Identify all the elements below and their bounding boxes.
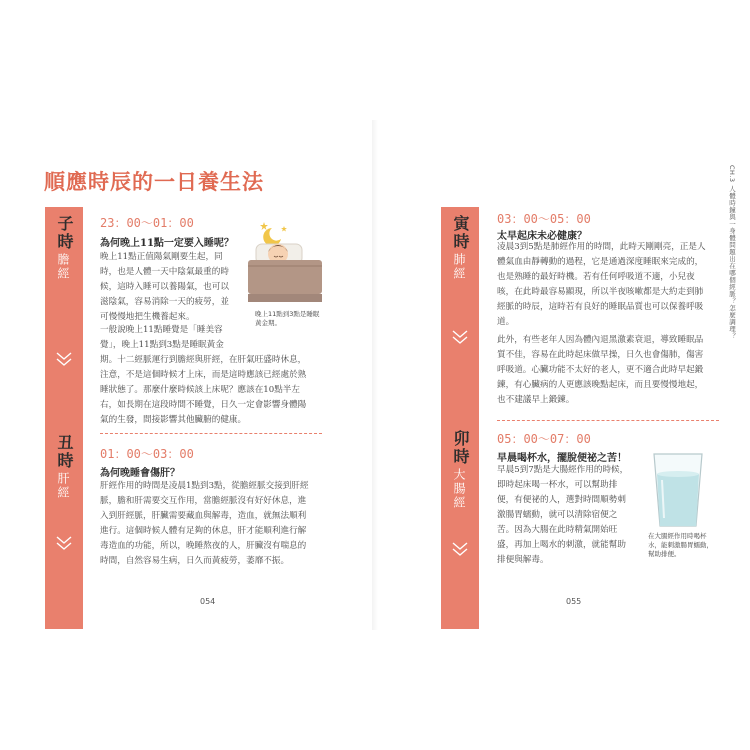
paragraph-mao bbox=[497, 463, 647, 568]
text-line: 也是熟睡的最好時機。若有任何呼吸道不適，小兒夜 bbox=[497, 272, 695, 282]
book-gutter-shadow bbox=[372, 120, 378, 630]
text-line: 晚上11點正值陽氣剛要生起，同 bbox=[100, 252, 223, 262]
paragraph-yin-1 bbox=[497, 240, 719, 330]
section-subtitle-zi: 為何晚上11點一定要入睡呢？ bbox=[100, 238, 234, 249]
text-line: 滋陰氣，容易消除一天的疲勞，並 bbox=[100, 297, 229, 307]
hour-label-chou: 丑時 bbox=[55, 434, 74, 470]
paragraph-chou bbox=[100, 479, 322, 569]
running-head: CH.3 人體時鐘與一身體問題出在哪個經脈？怎麼調理？ bbox=[728, 165, 736, 340]
hour-label-mao: 卯時 bbox=[451, 430, 470, 466]
text-line: 右，如長期在這段時間不睡覺，日久一定會影響身體陽 bbox=[100, 400, 307, 410]
text-line: 一般說晚上11點睡覺是「睡美容 bbox=[100, 325, 223, 335]
text-line: 進行。這個時候人體有足夠的休息，肝才能順利進行解 bbox=[100, 526, 307, 536]
text-line: 凌晨3到5點是肺經作用的時間，此時天剛剛亮，正是人 bbox=[497, 242, 706, 252]
time-range-zi: 23：00〜01：00 bbox=[100, 216, 194, 230]
page-title: 順應時辰的一日養生法 bbox=[44, 169, 264, 194]
time-range-chou: 01：00〜03：00 bbox=[100, 447, 194, 461]
text-line: 道。 bbox=[497, 317, 515, 327]
hour-label-zi: 子時 bbox=[55, 215, 74, 251]
text-line: 時，也是人體一天中陰氣最重的時 bbox=[100, 267, 229, 277]
text-line: 便，有便祕的人，選對時間順勢刺 bbox=[497, 495, 626, 505]
text-line: 時間，自然容易生病，日久而黃疲勞，萎靡不振。 bbox=[100, 556, 290, 566]
page-number-right: 055 bbox=[566, 597, 582, 606]
meridian-label-liver: 肝經 bbox=[56, 472, 70, 500]
text-line: 即時起床喝一杯水，可以幫助排 bbox=[497, 480, 618, 490]
sleeping-person-illustration bbox=[246, 216, 326, 312]
text-line: 候，這時入睡可以養陽氣，也可以 bbox=[100, 282, 229, 292]
text-line: 肝經作用的時間是凌晨1點到3點，從膽經脈交接到肝經 bbox=[100, 481, 309, 491]
time-range-yin: 03：00〜05：00 bbox=[497, 212, 591, 226]
page-number-left: 054 bbox=[200, 597, 216, 606]
text-line: 盛，再加上喝水的刺激，就能幫助 bbox=[497, 540, 626, 550]
text-line: 早晨5到7點是大腸經作用的時候， bbox=[497, 465, 629, 475]
text-line: 此外，有些老年人因為體內退黑激素衰退，導致睡眠品 bbox=[497, 335, 704, 345]
text-line: 覺」，晚上11點到3點是睡眠黃金 bbox=[100, 340, 224, 350]
text-line: 注意，不是這個時候才上床，而是這時應該已經處於熟 bbox=[100, 370, 307, 380]
text-line: 激腸胃蠕動，就可以清除宿便之 bbox=[497, 510, 618, 520]
text-line: 期。十二經脈運行到膽經與肝經，在肝氣旺盛時休息， bbox=[100, 355, 307, 365]
illustration-caption-mao: 在大腸經作用時喝杯水，能刺激腸胃蠕動，幫助排便。 bbox=[648, 532, 713, 558]
text-line: 質不佳，容易在此時起床做早操，日久也會傷肺，傷害 bbox=[497, 350, 704, 360]
chevron-down-icon bbox=[53, 531, 75, 553]
hour-band-right bbox=[441, 207, 479, 629]
paragraph-zi-1 bbox=[100, 250, 250, 325]
chevron-down-icon bbox=[449, 325, 471, 347]
text-line: 咳，在此時最容易顯現，所以半夜咳嗽都是大約走到肺 bbox=[497, 287, 704, 297]
text-line: 入到肝經脈，肝臟需要藏血與解毒，造血，就無法順利 bbox=[100, 511, 307, 521]
text-line: 睡狀態了。那麼什麼時候該上床呢？應該在10點半左 bbox=[100, 385, 300, 395]
hour-band-left bbox=[45, 207, 83, 629]
meridian-label-large-intestine: 大腸經 bbox=[452, 468, 466, 510]
illustration-caption-zi: 晚上11點到3點是睡眠黃金期。 bbox=[255, 310, 320, 327]
glass-of-water-illustration bbox=[650, 450, 706, 530]
section-divider bbox=[497, 420, 719, 421]
paragraph-yin-2 bbox=[497, 333, 719, 408]
time-range-mao: 05：00〜07：00 bbox=[497, 432, 591, 446]
section-subtitle-chou: 為何晚睡會傷肝？ bbox=[100, 468, 180, 479]
text-line: 體氣血由靜轉動的過程，它是通過深度睡眠來完成的， bbox=[497, 257, 704, 267]
meridian-label-lung: 肺經 bbox=[452, 253, 466, 281]
text-line: 經脈的時辰，這時若有良好的睡眠品質也可以保養呼吸 bbox=[497, 302, 704, 312]
text-line: 毒造血的功能，所以，晚睡熬夜的人，肝臟沒有喘息的 bbox=[100, 541, 307, 551]
text-line: 脈，膽和肝需要交互作用，當膽經脈沒有好好休息，進 bbox=[100, 496, 307, 506]
section-subtitle-mao: 早晨喝杯水，擺脫便祕之苦！ bbox=[497, 453, 627, 464]
chevron-down-icon bbox=[53, 347, 75, 369]
meridian-label-gallbladder: 膽經 bbox=[56, 253, 70, 281]
text-line: 排便與解毒。 bbox=[497, 555, 549, 565]
chevron-down-icon bbox=[449, 537, 471, 559]
text-line: 鍊，有心臟病的人更應該晚點起床，而且要慢慢地起， bbox=[497, 380, 704, 390]
text-line: 苦。因為大腸在此時精氣開始旺 bbox=[497, 525, 618, 535]
section-subtitle-yin: 太早起床未必健康？ bbox=[497, 231, 587, 242]
hour-label-yin: 寅時 bbox=[451, 215, 470, 251]
text-line: 也不建議早上鍛鍊。 bbox=[497, 395, 575, 405]
text-line: 可慢慢地把生機養起來。 bbox=[100, 312, 195, 322]
text-line: 氣的生發，間接影響其他臟腑的健康。 bbox=[100, 415, 247, 425]
text-line: 呼吸道。心臟功能不太好的老人，更不適合此時早起鍛 bbox=[497, 365, 704, 375]
section-divider bbox=[100, 433, 322, 434]
paragraph-zi-2 bbox=[100, 323, 322, 428]
